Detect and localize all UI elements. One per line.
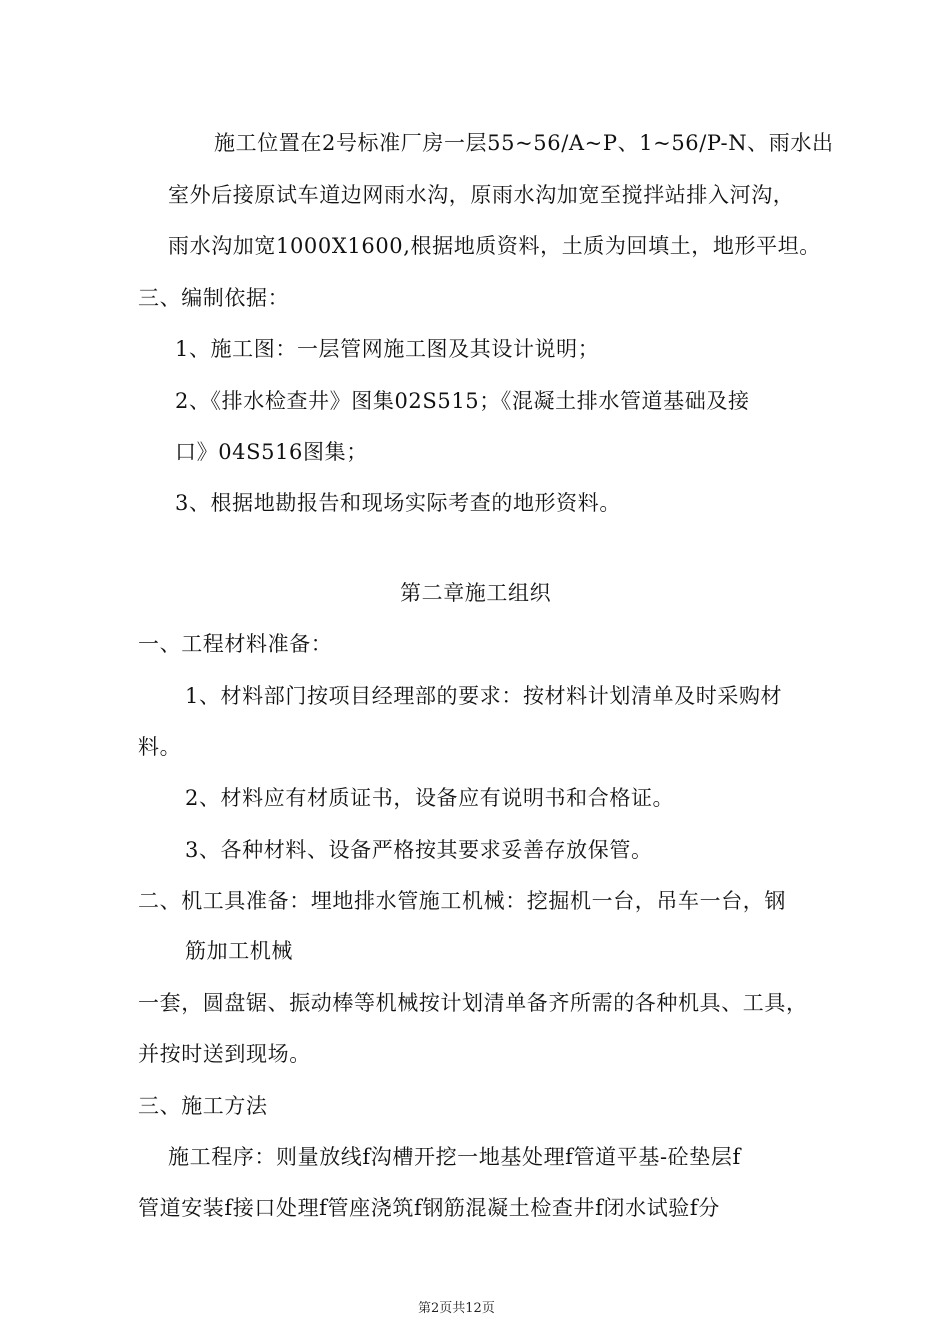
tools-line-2: 筋加工机械 bbox=[185, 939, 293, 963]
tools-line-4: 并按时送到现场。 bbox=[138, 1042, 311, 1066]
list-item-2: 2、《排水检查井》图集02S515；《混凝土排水管道基础及接 bbox=[175, 389, 750, 413]
paragraph-line-2: 室外后接原试车道边网雨水沟，原雨水沟加宽至搅拌站排入河沟， bbox=[168, 183, 795, 207]
paragraph-line-3: 雨水沟加宽1000X1600,根据地质资料，土质为回填土，地形平坦。 bbox=[168, 234, 821, 258]
chapter-title: 第二章施工组织 bbox=[400, 581, 552, 605]
tools-line-3: 一套，圆盘锯、振动棒等机械按计划清单备齐所需的各种机具、工具， bbox=[138, 991, 808, 1015]
list-item-2-cont: 口》04S516图集； bbox=[175, 440, 368, 464]
section-heading-materials: 一、工程材料准备： bbox=[138, 632, 333, 656]
method-line-2: 管道安装f接口处理f管座浇筑f钢筋混凝土检查井f闭水试验f分 bbox=[138, 1196, 720, 1220]
method-line-1: 施工程序：则量放线f沟槽开挖一地基处理f管道平基-砼垫层f bbox=[168, 1145, 741, 1169]
page-number: 第2页共12页 bbox=[418, 1301, 495, 1316]
section-heading-basis: 三、编制依据： bbox=[138, 286, 290, 310]
materials-item-1-cont: 料。 bbox=[138, 735, 182, 759]
materials-item-1: 1、材料部门按项目经理部的要求：按材料计划清单及时采购材 bbox=[185, 684, 783, 708]
paragraph-line-1: 施工位置在2号标准厂房一层55~56/A~P、1~56/P-N、雨水出 bbox=[214, 131, 834, 155]
materials-item-2: 2、材料应有材质证书，设备应有说明书和合格证。 bbox=[185, 786, 675, 810]
list-item-1: 1、施工图：一层管网施工图及其设计说明； bbox=[175, 337, 600, 361]
list-item-3: 3、根据地勘报告和现场实际考查的地形资料。 bbox=[175, 491, 621, 515]
materials-item-3: 3、各种材料、设备严格按其要求妥善存放保管。 bbox=[185, 838, 653, 862]
section-heading-method: 三、施工方法 bbox=[138, 1094, 268, 1118]
section-heading-tools: 二、机工具准备：埋地排水管施工机械：挖掘机一台，吊车一台，钢 bbox=[138, 889, 786, 913]
